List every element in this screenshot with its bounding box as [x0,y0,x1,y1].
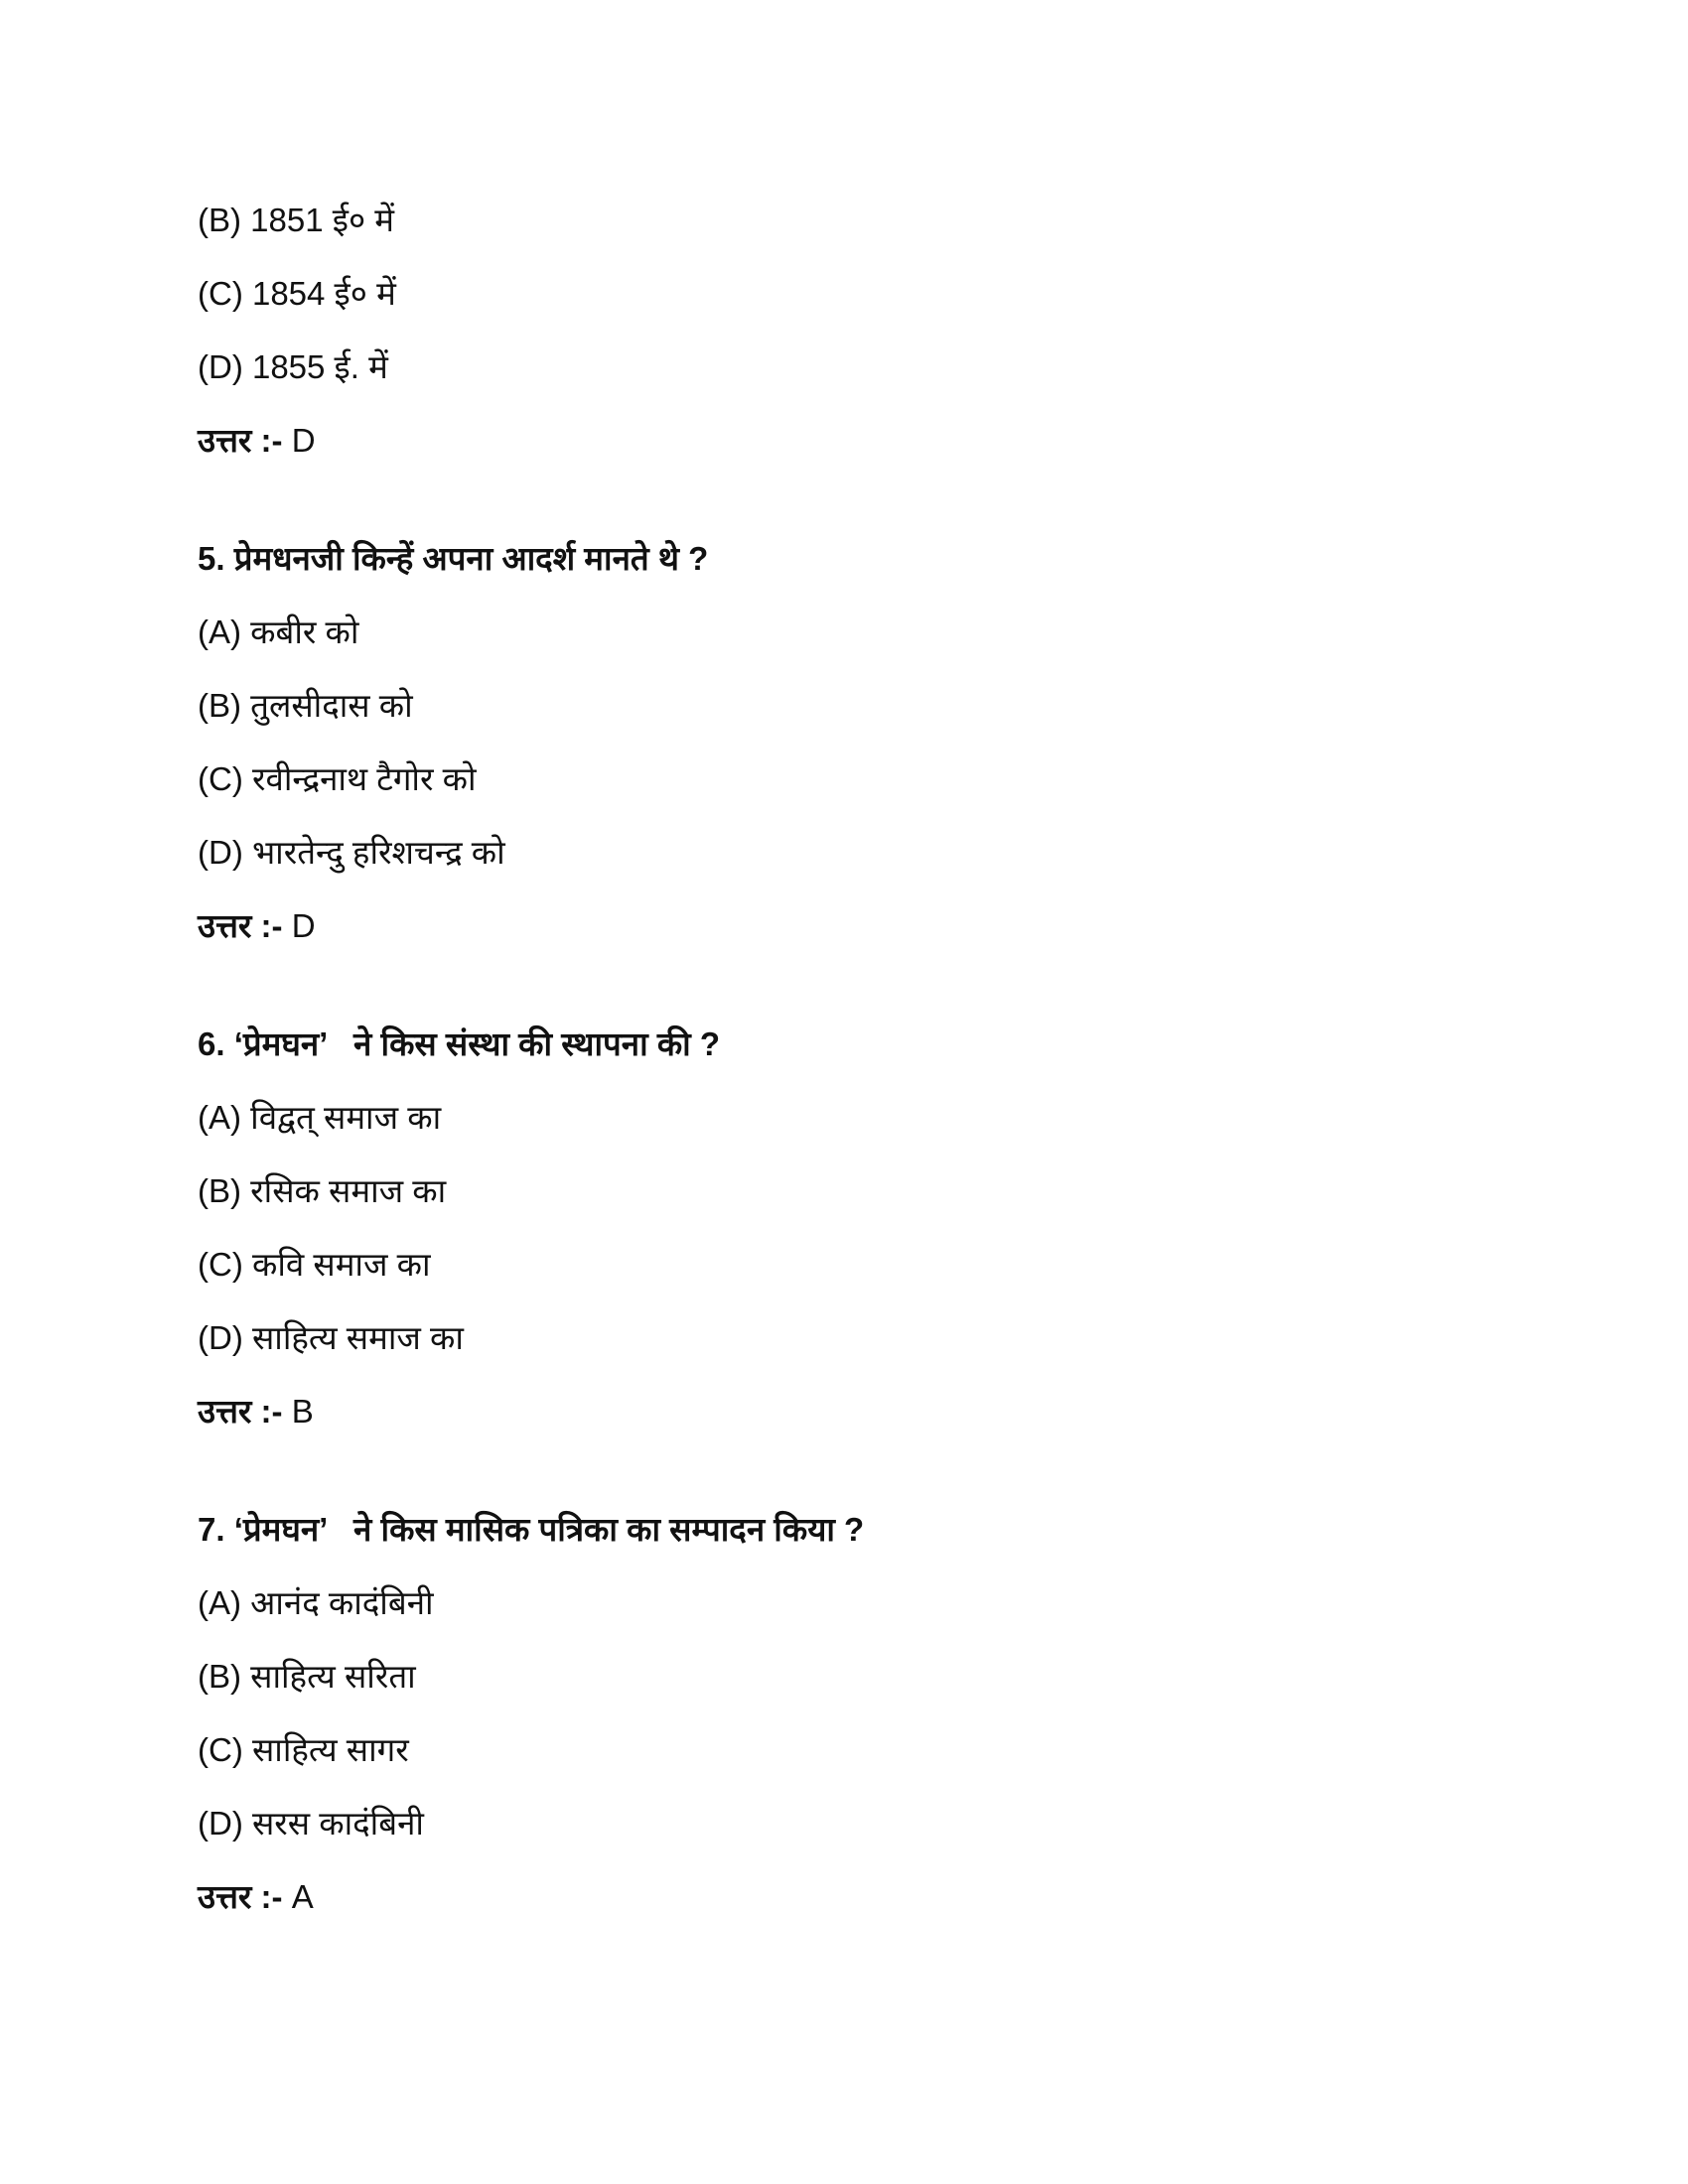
question-text: 6. ‘प्रेमघन’ ने किस संस्था की स्थापना की ? [198,1025,721,1062]
option-b: (B) 1851 ई० में [198,202,395,238]
question-block-5 [198,522,864,963]
question-block-7 [198,1493,864,1934]
answer-line [198,1375,864,1448]
answer-label: उत्तर :- [198,422,283,459]
option-c: (C) रवीन्द्रनाथ टैगोर को [198,760,477,797]
question-text: 7. ‘प्रेमघन’ ने किस मासिक पत्रिका का सम्पादन किया ? [198,1511,865,1548]
answer-value: D [291,422,316,459]
option-c: (C) 1854 ई० में [198,275,396,312]
document-body [198,184,864,1934]
option-d: (D) 1855 ई. में [198,348,388,385]
option-b: (B) साहित्य सरिता [198,1658,416,1695]
answer-value: B [291,1393,314,1430]
option-a: (A) आनंद कादंबिनी [198,1584,434,1621]
option-d: (D) साहित्य समाज का [198,1319,464,1356]
answer-line [198,1860,864,1934]
answer-label: उत्तर :- [198,1393,283,1430]
option-c: (C) साहित्य सागर [198,1731,409,1768]
option-a: (A) विद्वत् समाज का [198,1099,442,1136]
answer-label: उत्तर :- [198,907,283,944]
option-b: (B) रसिक समाज का [198,1172,447,1209]
option-d: (D) भारतेन्दु हरिशचन्द्र को [198,834,505,871]
answer-label: उत्तर :- [198,1878,283,1915]
answer-line [198,889,864,963]
answer-value: A [291,1878,314,1915]
answer-value: D [291,907,316,944]
question-text: 5. प्रेमधनजी किन्हें अपना आदर्श मानते थे ? [198,540,709,577]
option-d: (D) सरस कादंबिनी [198,1805,424,1842]
answer-line [198,404,864,478]
option-a: (A) कबीर को [198,614,359,650]
question-block-4 [198,184,864,478]
option-c: (C) कवि समाज का [198,1246,431,1283]
option-b: (B) तुलसीदास को [198,687,413,724]
question-block-6 [198,1008,864,1448]
